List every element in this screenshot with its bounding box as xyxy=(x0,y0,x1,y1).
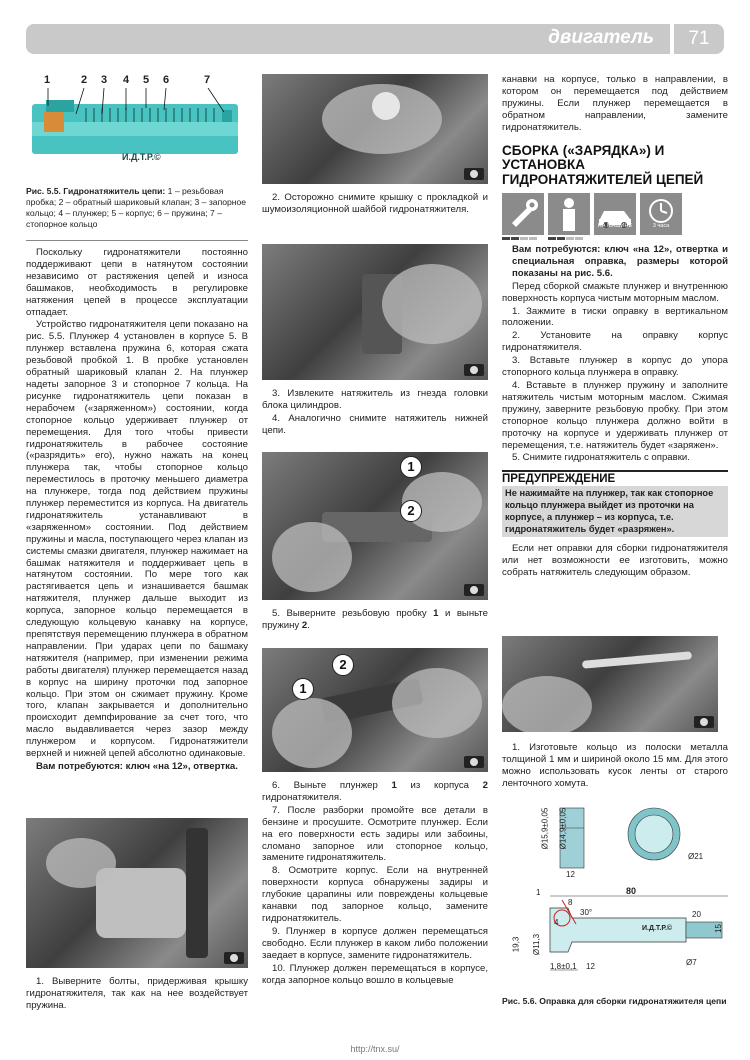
dim-d14: Ø7 xyxy=(686,958,697,967)
figure-5-5-caption: Рис. 5.5. Гидронатяжитель цепи: 1 – резьбовая пробка; 2 – обратный шариковый клапан; 3 – запорное кольцо; 4 – плунжер; 5 – корпус; 6 – пружина; 7 – стопорное кольцо xyxy=(26,186,247,229)
callout-2: 2 xyxy=(400,500,422,522)
photo-step-6 xyxy=(262,648,488,772)
camera-icon xyxy=(464,168,484,180)
figure-5-6 xyxy=(502,800,728,990)
camera-icon xyxy=(694,716,714,728)
dim-d8: 30° xyxy=(580,908,593,917)
section-title: двигатель xyxy=(548,27,654,48)
paragraph-intro: Поскольку гидронатяжители постоянно поддерживают цепи в натянутом состоянии независимо от растяжения цепей и износа башмаков, необходимость в регулировке натяжения цепей в процессе эксплуатации отпадает. xyxy=(26,247,248,318)
dim-d1: Ø15,9±0,05 xyxy=(540,807,550,850)
fig-label-7: 7 xyxy=(204,74,211,86)
camera-icon xyxy=(224,952,244,964)
idtr-watermark: И.Д.Т.Р.© xyxy=(122,152,161,162)
dim-d12: 1,8±0,1 xyxy=(550,962,577,971)
section-heading: СБОРКА («ЗАРЯДКА») И УСТАНОВКА ГИДРОНАТЯЖИТЕЛЕЙ ЦЕПЕЙ xyxy=(502,142,704,187)
fig-label-2: 2 xyxy=(81,74,88,86)
warning-box: Не нажимайте на плунжер, так как стопорное кольцо плунжера выйдет из проточки на корпусе, а плунжер – из корпуса, т.е. гидронатяжитель будет «разряжен». xyxy=(502,486,728,537)
figure-5-6-caption: Рис. 5.6. Оправка для сборки гидронатяжителя цепи xyxy=(502,996,727,1006)
photo-step-1 xyxy=(26,818,248,968)
dim-d3: 12 xyxy=(566,870,575,879)
callout-1: 1 xyxy=(400,456,422,478)
wrench-icon xyxy=(502,193,544,235)
mandrel-mark: И.Д.Т.Р.© xyxy=(642,925,673,932)
photo-ring-step xyxy=(502,636,718,732)
fig-label-4: 4 xyxy=(123,74,130,86)
step-5-text: 5. Выверните резьбовую пробку 1 и выньте пружину 2. xyxy=(262,608,488,631)
footer-url: http://tnx.su/ xyxy=(350,1044,400,1054)
dim-d7: 4 xyxy=(554,918,559,927)
tools-needed: Вам потребуются: ключ «на 12», отвертка. xyxy=(36,760,238,772)
fig-label-1: 1 xyxy=(44,74,51,86)
callout-1: 1 xyxy=(292,678,314,700)
page-header-bar xyxy=(26,24,670,54)
fig-label-3: 3 xyxy=(101,74,108,86)
clock-icon: 3 часа xyxy=(640,193,682,235)
difficulty-icons xyxy=(502,193,728,240)
page-number: 71 xyxy=(674,24,724,54)
dim-d15: 15 xyxy=(713,924,723,933)
caption-divider xyxy=(26,240,248,241)
dim-d5: 80 xyxy=(626,886,637,896)
camera-icon xyxy=(464,364,484,376)
dim-d9: 20 xyxy=(692,910,701,919)
dim-d10: 19,3 xyxy=(511,936,521,953)
photo-step-2 xyxy=(262,74,488,184)
dim-mark-1: 1 xyxy=(536,888,541,897)
callout-2: 2 xyxy=(332,654,354,676)
column-3-top: канавки на корпусе, только в направлении, в котором он перемещается под действием пружины. Если плунжер перемещается в обратном направлении, замените гидронатяжитель. СБОРКА («ЗАРЯДКА») И УСТАНОВКА ГИДРОНАТЯЖИТЕЛЕЙ ЦЕПЕЙ НА МАШИНЕ 3 часа Вам потребуются: ключ «на 12», отвертка и специальная оправка, размеры которой показаны на рис. 5.6. Перед сборкой смажьте плунжер и внутреннюю поверхность корпуса чистым моторным маслом. 1. Зажмите в тиски оправку в вертикальном положении. 2. Установите на оправку корпус гидронатяжителя. 3. Вставьте плунжер в корпус до упора стопорного кольца плунжера в оправку. 4. Вставьте в плунжер пружину и заполните натяжитель чистым моторным маслом. Сжимая пружину, заверните резьбовую пробку. При этом стопорное кольцо плунжера должно войти в проточку на корпусе и удерживать плунжер от перемещения, т.е. натяжитель будет «заряжен». 5. Снимите гидронатяжитель с оправки. ПРЕДУПРЕЖДЕНИЕ Не нажимайте на плунжер, так как стопорное кольцо плунжера выйдет из проточки на корпусе, а плунжер – из корпуса, т.е. гидронатяжитель будет «разряжен». Если нет оправки для сборки гидронатяжителя или нет возможности ее изготовить, можно собрать натяжитель следующим образом. xyxy=(502,74,728,579)
ring-step-text: 1. Изготовьте кольцо из полоски металла толщиной 1 мм и шириной около 15 мм. Для этого можно использовать кусок ленты от старого ленточного хомута. xyxy=(502,742,728,789)
step-1-text: 1. Выверните болты, придерживая крышку гидронатяжителя, так как на нее воздействует пружина. xyxy=(26,976,248,1011)
dim-d2: Ø14,9±0,05 xyxy=(558,807,568,850)
figure-5-5 xyxy=(26,74,248,180)
camera-icon xyxy=(464,584,484,596)
steps-3-4-text: 3. Извлеките натяжитель из гнезда головки блока цилиндров. 4. Аналогично снимите натяжитель нижней цепи. xyxy=(262,388,488,436)
fig-label-5: 5 xyxy=(143,74,150,86)
dim-d6: 8 xyxy=(568,898,573,907)
photo-step-3 xyxy=(262,244,488,380)
fig-label-6: 6 xyxy=(163,74,170,86)
tensioner-diagram xyxy=(26,74,248,180)
column-1 xyxy=(26,247,248,774)
tools-needed: Вам потребуются: ключ «на 12», отвертка и специальная оправка, размеры которой показаны на рис. 5.6. xyxy=(512,244,728,279)
car-icon: НА МАШИНЕ xyxy=(594,193,636,235)
camera-icon xyxy=(464,756,484,768)
step-2-text: 2. Осторожно снимите крышку с прокладкой и шумоизоляционной шайбой гидронатяжителя. xyxy=(262,192,488,215)
warning-heading: ПРЕДУПРЕЖДЕНИЕ xyxy=(502,470,728,486)
dim-d4: Ø21 xyxy=(688,852,704,861)
paragraph-device: Устройство гидронатяжителя цепи показано на рис. 5.5. Плунжер 4 установлен в корпусе 5. В плунжер вставлена пружина 6, которая сжата резьбовой пробкой 1. В пробке установлен обратный шариковый клапан 2. На плунжер надеты запорное 3 и стопорное 7 кольца. На рисунке гидронатяжитель цепи показан в нерабочем («заряженном») состоянии, когда стопорное кольцо удерживает плунжер от перемещения. Для того чтобы привести гидронатяжитель в рабочее состояние («разрядить» его), нужно нажать на конец плунжера так, чтобы стопорное кольцо переместилось в проточку меньшего диаметра на плунжере, тогда под действием пружины плунжер переместится из корпуса. На двигатель гидронатяжитель устанавливают в «заряженном» состоянии. Под действием пружины и масла, поступающего через клапан из системы смазки двигателя, плунжер нажимает на башмак натяжителя и поддерживает цепь в натянутом состоянии. По мере того как растягивается цепь и изнашивается башмак натяжителя, плунжер дальше выходит из корпуса, запорное кольцо перемещается в следующую кольцевую канавку на корпусе, препятствуя перемещению плунжера в обратном направлении. При ударах цепи по башмаку натяжителя (например, при изменении режима работы двигателя) плунжер перемещается назад в корпус на ширину проточки под запорное кольцо. При этом он сжимает пружину. Кроме того, клапан закрывается и дополнительно происходит демпфирование за счет того, что масло выдавливается через зазор между плунжером и корпусом. Гидронатяжители верхней и нижней цепей абсолютно одинаковые. xyxy=(26,319,248,760)
photo-step-5 xyxy=(262,452,488,600)
person-icon xyxy=(548,193,590,235)
dim-d13: 12 xyxy=(586,962,595,971)
dim-d11: Ø11,3 xyxy=(532,933,542,956)
steps-6-10-text: 6. Выньте плунжер 1 из корпуса 2 гидронатяжителя. 7. После разборки промойте все детали в бензине и просушите. Осмотрите плунжер. Если на его поверхности есть задиры или забоины, сломано запорное или стопорное кольцо, замените гидронатяжитель. 8. Осмотрите корпус. Если на внутренней поверхности корпуса обнаружены задиры и глубокие царапины или повреждены кольцевые канавки под запорное кольцо, замените гидронатяжитель. 9. Плунжер в корпусе должен перемещаться свободно. Если плунжер в каком либо положении заедает в корпусе, замените гидронатяжитель. 10. Плунжер должен перемещаться в корпусе, когда запорное кольцо вошло в кольцевые xyxy=(262,780,488,986)
